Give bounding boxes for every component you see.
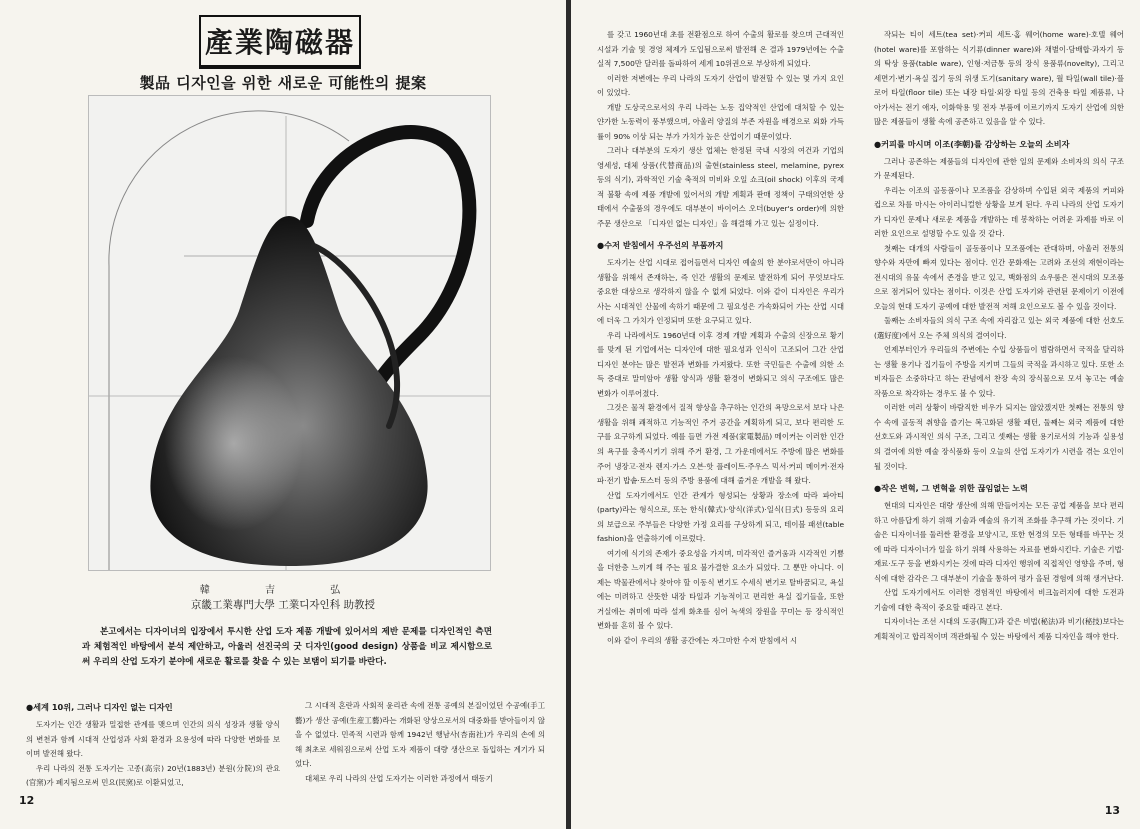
paragraph: 산업 도자기에서도 이러한 경험적인 바탕에서 비크놀러지에 대한 도전과 기술에 대한 축적이 중요할 때라고 본다. [874,588,1124,612]
right-page [571,0,1140,829]
paragraph: 도자기는 인간 생활과 밀접한 관계를 맺으며 인간의 의식 성장과 생활 양식의 변천과 함께 시대적 산업성과 사회 환경과 요용성에 따라 다양한 변화를 보이며 발전해 왔다. [26,720,280,759]
paragraph: 그러나 공존하는 제품들의 디자인에 관한 일의 문제와 소비자의 의식 구조가 문제된다. [874,156,1124,181]
right-column-2 [874,28,1124,796]
paragraph: 우리 나라의 전통 도자기는 고종(高宗) 20년(1883년) 분원(分院)의 관요(官窯)가 폐지됨으로써 민요(民窯)로 이환되었고, [26,763,280,788]
paragraph: 여기에 식기의 존재가 중요성을 가지며, 미각적인 즐거움과 시각적인 기쁨을 더한층 느끼게 해 주는 필요 불가결한 요소가 되었다. 그 뿐만 아니다. 이제는 박물관에서나 찾아야 할 이동식 변기도 수세식 변기로 탈바꿈되고, 욕실에는 미려하고 산뜻한 내장 타일과 기능적이고 편리한 욕실 집기들을, 또한 거실에는 취미에 따라 설계 화초를 심어 녹색의 장원을 꾸미는 등 장식적인 변화를 흔히 볼 수 있다. [597,548,844,631]
right-column-1 [597,28,844,796]
page-number: 12 [19,794,35,807]
left-page [0,0,566,829]
section-heading: ●수저 받침에서 우주선의 부품까지 [597,240,724,251]
paragraph: 그 시대적 혼란과 사회적 윤리관 속에 전통 공예의 본질이었던 수공예(手工藝)가 생산 공예(生産工藝)라는 개화된 양상으로서의 대중화를 받아들이지 않을 수 없었다. 민족적 시련과 함께 1942년 행남사(杏南社)가 우리의 손에 의해 최초로 세워짐으로써 산업 도자 제품이 대량 생산으로 돌입하는 계기가 되었다. [295,701,545,769]
abstract: 본고에서는 디자이너의 입장에서 투시한 산업 도자 제품 개발에 있어서의 제반 문제를 디자인적인 측면과 체험적인 바탕에서 분석 제안하고, 아울러 선진국의 굿 디자인(good design) 상품을 비교 제시함으로써 우리의 산업 도자기 분야에 새로운 활로를 찾을 수 있는 보탬이 되기를 바란다. [82,627,492,667]
article-title: 產業陶磁器 [204,26,355,59]
section-heading: ●세계 10위, 그러나 디자인 없는 디자인 [26,702,173,712]
page-number: 13 [1104,804,1120,817]
paragraph: 작되는 티이 세트(tea set)·커피 세트·홈 웨어(home ware)·호텔 웨어(hotel ware)를 포함하는 식기류(dinner ware)와 채별이·담배합·과자기 등의 탁상 용품(table ware), 인형·저금통 등의 장식 용품류(novelty), 그리고 세면기·변기·욕실 집기 등의 위생 도기(sanitary ware), 월 타일(wall tile)·플로어 타일(floor tile) 또는 내장 타일·외장 타일 등의 건축용 타일 제품류, 나아가서는 전기 애자, 이화학용 및 전자 부품에 이르기까지 도자기 산업에 의한 많은 제품들이 생활 속에 공존하고 있음을 알 수 있다. [874,30,1124,127]
paragraph: 우리 나라에서도 1960년대 이후 경제 개발 계획과 수출의 신장으로 황기를 맞게 된 기업에서는 디자인에 대한 필요성과 인식이 고조되어 그간 산업 디자인 분야는 많은 발전과 변화를 가져왔다. 또한 국민들은 수출에 의한 소득 증대로 말미암아 생활 양식과 생활 환경이 변화되고 의식 구조에도 많은 변화가 이루어졌다. [597,330,844,398]
paragraph: 를 갖고 1960년대 초를 전환점으로 하여 수출의 활로를 찾으며 근대적인 시설과 기술 및 경영 체제가 도입됨으로써 발전해 온 결과 1979년에는 수출 실적 7,500만 달러를 돌파하여 세계 10위권으로 부상하게 되었다. [597,30,844,69]
paragraph: 둘째는 소비자들의 의식 구조 속에 자리잡고 있는 외국 제품에 대한 선호도(選好度)에서 오는 주체 의식의 결여이다. [874,316,1124,340]
title-box [199,15,361,67]
paragraph: 이와 같이 우리의 생활 공간에는 자그마한 수저 받침에서 시 [607,635,798,645]
paragraph: 그러나 대부분의 도자기 생산 업체는 한정된 국내 시장의 여건과 기업의 영세성, 대체 상품(代替商品)의 출현(stainless steel, melamine, pyrex 등의 식기), 과학적인 기술 축적의 미비와 오일 쇼크(oil shock) 이후의 국제적 불황 속에 제품 개발에 있어서의 개발 계획과 판매 정책이 구태의연한 상태에서 수출품의 경우에도 대부분이 바이어스 오더(buyer's order)에 의한 주문 생산으로 「디자인 없는 디자인」을 해결해 가고 있는 실정이다. [597,146,844,228]
author-affiliation: 京畿工業專門大學 工業디자인科 助教授 [190,599,376,611]
paragraph: 디자이너는 조선 시대의 도공(陶工)과 같은 비법(秘法)과 비기(秘技)보다는 계획적이고 합리적이며 객관화될 수 있는 바탕에서 제품 디자인을 해야 한다. [874,617,1124,641]
article-subtitle: 製品 디자인을 위한 새로운 可能性의 提案 [139,74,427,92]
paragraph: 산업 도자기에서도 인간 관계가 형성되는 상황과 장소에 따라 파아티(party)라는 형식으로, 또는 한식(韓式)·양식(洋式)·일식(日式) 등등의 요리의 보급으로 주부들은 다양한 가정 요리를 구상하게 되고, 테이블 패션(table fashion)을 연출하기에 이르렀다. [597,490,844,544]
paragraph: 우리는 이조의 골동품이나 모조품을 감상하며 수입된 외국 제품의 커피와 컵으로 차를 마시는 아이러니컬한 상황을 보게 된다. 우리 나라의 산업 도자기가 디자인 문제나 새로운 제품을 개발하는 데 봉착하는 어려운 과제를 바로 이러한 요인으로 설명할 수도 있을 것 같다. [874,185,1124,239]
section-heading: ●커피를 마시며 이조(李朝)를 감상하는 오늘의 소비자 [874,138,1070,149]
paragraph: 이러한 저변에는 우리 나라의 도자기 산업이 발전할 수 있는 몇 가지 요인이 있었다. [597,73,844,98]
paragraph: 그것은 물적 환경에서 질적 향상을 추구하는 인간의 욕망으로서 보다 나은 생활을 위해 쾌적하고 기능적인 주거 공간을 계획하게 되고, 보다 편리한 도구를 요구하게 되었다. 예를 들면 가전 제품(家電製品) 메이커는 이러한 인간의 욕구를 충족시키기 위해 주거 환경, 그 가운데에서도 주방에 많은 변화를 주어 냉장고·전자 렌지·가스 오븐·핫 플레이트·주우스 믹서·커피 메이커·전자 파·전기 밥솥·토스터 등의 주방 용품에 대해 줄거운 개발을 해 왔다. [597,403,844,486]
title-underline [199,66,361,69]
author-name: 韓 吉 弘 [199,585,367,596]
paragraph: 도자기는 산업 시대로 접어들면서 디자인 예술의 한 분야로서만이 아니라 생활을 위해서 존재하는, 즉 인간 생활의 문제로 발전하게 되어 무엇보다도 중요한 대상으로 생각하지 않을 수 없게 되었다. 이와 같이 디자인은 우리가 사는 시대적인 산물에 속하기 때문에 그 필요성은 가속화되어 가는 산업 시대에 더욱 그 가치가 인정되며 또한 요구되고 있다. [597,258,844,326]
section-heading: ●작은 변혁, 그 변혁을 위한 끊임없는 노력 [874,483,1028,494]
paragraph: 대체로 우리 나라의 산업 도자기는 이러한 과정에서 태동기 [305,773,493,783]
paragraph: 이러한 여러 상황이 바람직한 비우가 되지는 않았겠지만 첫째는 전통의 향수 속에 골동적 취향을 즐기는 복고화된 생활 패턴, 둘째는 외국 제품에 대한 선호도와 과시적인 의식 구조, 그리고 셋째는 생활 용기로서의 기능과 실용성의 결여에 의한 예술 장식품화 등이 오늘의 산업 도자기가 시련을 겪는 요인이 될 것이다. [874,403,1124,471]
left-column-1 [26,699,280,799]
pear-illustration [89,96,490,570]
paragraph: 개발 도상국으로서의 우리 나라는 노동 집약적인 산업에 대처할 수 있는 얀가한 노동력이 풍부했으며, 아울러 양질의 부존 자원을 배경으로 외화 가득률이 90% 이상 되는 부가 가치가 높은 산업이기 때문이었다. [597,102,844,141]
left-column-2 [295,699,545,799]
pear-photograph [88,95,491,571]
paragraph: 첫째는 대개의 사람들이 골동품이나 모조품에는 관대하며, 아울러 전통의 향수와 자만에 빠져 있다는 점이다. 인간 문화재는 고려와 조선의 재현이라는 전시대의 유물 속에서 존경을 받고 있고, 백화점의 쇼우룸은 전시대의 모조품으로 점거되어 있다는 점이다. 이것은 산업 도자기와 관련된 문제이기 이전에 오늘의 현대 도자기 공예에 대한 발전적 저해 요인으로도 볼 수 있을 것이다. [874,243,1124,311]
pear-highlight [150,216,427,566]
paragraph: 현대의 디자인은 대량 생산에 의해 만들어지는 모든 공업 제품을 보다 편리하고 아름답게 하기 위해 기술과 예술의 유기적 조화를 추구해 가는 것이다. 기술은 디자이너를 둘러싼 환경을 보양시고, 또한 현경의 모든 형태를 바꾸는 것에 따라 디자이너가 일을 하기 위해 사용하는 자료를 변화시킨다. 기술은 기법·재료·도구 등을 변화시키는 것에 따라 디자인 행위에 직접적인 영향을 주며, 형식에 대한 감각은 그 대부분이 기술을 통하여 평가 을된 경험에 의해 생겨난다. [874,501,1124,583]
paragraph: 언제부터인가 우리들의 주변에는 수입 상품들이 범람하면서 국적을 달리하는 생활 용기나 집기들이 주방을 지키며 그들의 국적을 과시하고 있다. 또한 소비자들은 소중하다고 하는 관념에서 찬장 속의 장식물으로 모셔 놓고는 예술 작품으로 착각하는 경우도 볼 수 있다. [874,345,1124,398]
